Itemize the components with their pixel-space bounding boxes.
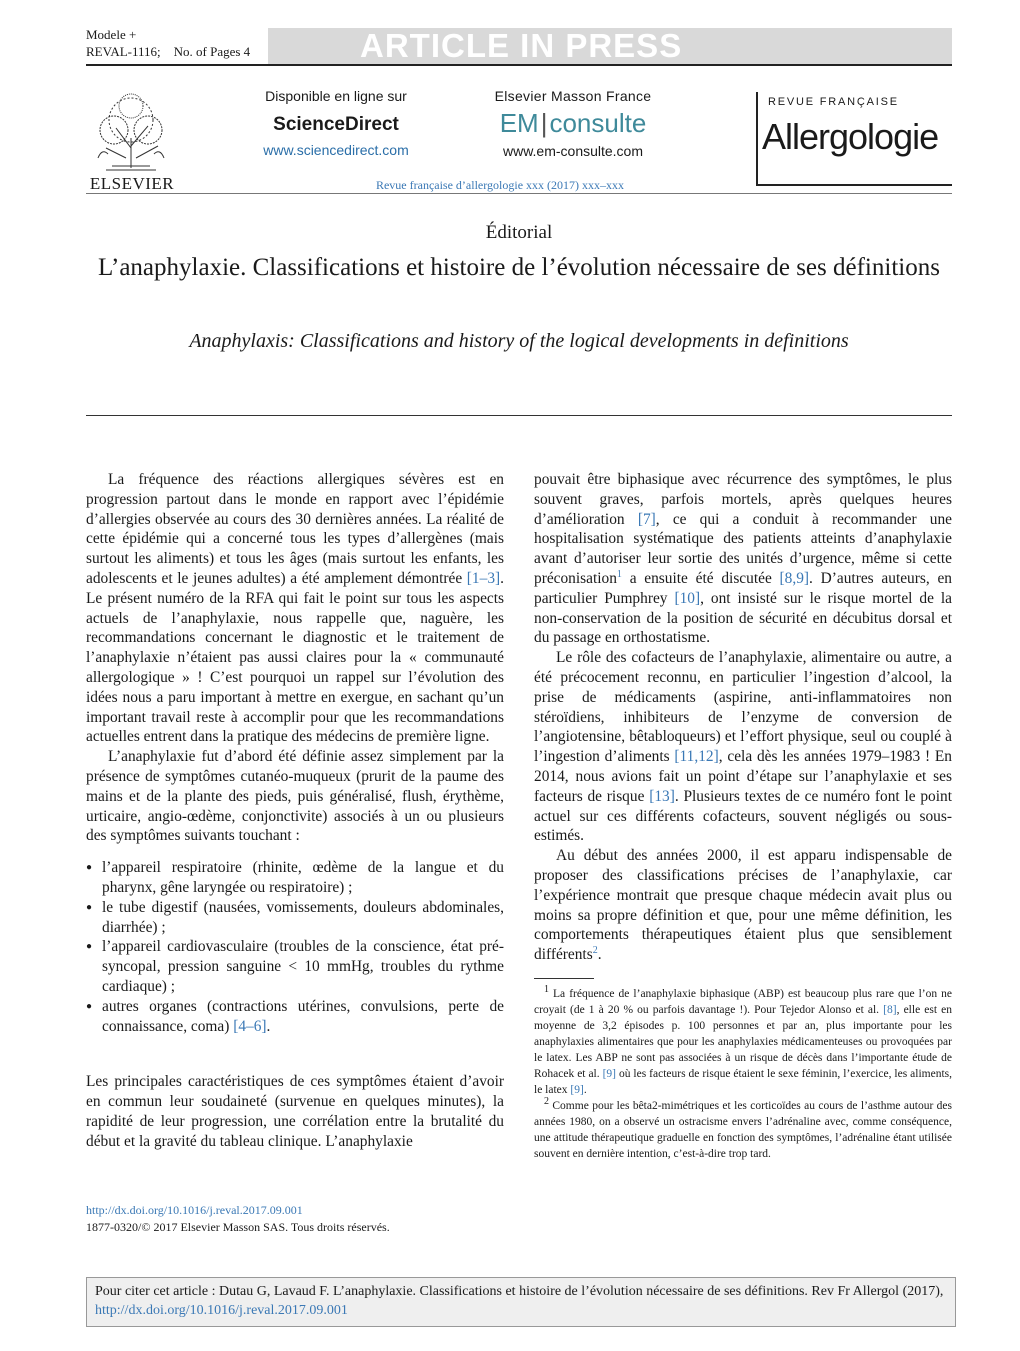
doi-block [86,1202,390,1236]
sciencedirect-brand: ScienceDirect [273,114,399,135]
title-rule [86,415,952,416]
citation-link[interactable]: [9] [570,1084,584,1096]
sciencedirect-block [236,88,436,158]
list-item: ● l’appareil respiratoire (rhinite, œdème de la langue et du pharynx, gêne laryngée ou respiratoire) ; [86,858,504,898]
header-rule [86,64,952,66]
journal-reference: Revue française d’allergologie xxx (2017) xxx–xxx [375,178,625,192]
citation-link[interactable]: [8,9] [779,569,810,587]
doi-link[interactable]: http://dx.doi.org/10.1016/j.reval.2017.09.001 [86,1203,303,1217]
symptom-list [86,858,504,1036]
em-consulte-brand: EM|consulte [499,108,647,138]
article-subtitle: Anaphylaxis: Classifications and history of the logical developments in definitions [189,330,849,352]
citation-box [86,1277,956,1327]
footnote-rule [534,978,594,979]
citation-link[interactable]: [10] [674,589,701,607]
citation-link[interactable]: [9] [602,1068,617,1080]
paragraph: Le rôle des cofacteurs de l’anaphylaxie, alimentaire ou autre, a été précocement reconnu, en particulier l’ingestion d’alcool, la prise de médicaments (aspirine, anti-inflammatoires non stéroïdiens, inhibiteurs de l’enzyme de conversion de l’angiotensine, bêtabloqueurs) et l’effort physique, seul ou couplé à l’ingestion d’aliments [11,12], cela dès les années 1979–1983 ! En 2014, nous avions fait un point d’étape sur l’anaphylaxie et ses facteurs de risque [13]. Plusieurs textes de ce numéro font le point actuel sur ces différents cofacteurs, souvent négligés ou sous-estimés. [534,649,952,845]
logo-bar [756,92,758,186]
header-meta [86,26,250,60]
elsevier-masson-label: Elsevier Masson France [494,88,652,104]
citation-link[interactable]: [11,12] [674,748,719,766]
footnote: $^1$ La fréquence de l’anaphylaxie biphasique (ABP) est beaucoup plus rare que l’on ne croyait (de 1 à 20 % ou parfois davantage !). Pour Tejedor Alonso et al. [8], elle est en moyenne de 3,2 épisodes p. 100 personnes et par an, plus importante pour les anaphylaxies alimentaires que pour les anaphylaxies médicamenteuses ou provoquées par le latex. Les ABP ne sont pas associées à un risque de décès dans l’importante étude de Rohacek et al. [9] où les facteurs de risque étaient le sexe féminin, l’exercice, les aliments, le latex [9]. [534,984,952,1096]
em-consulte-block [478,88,668,159]
footnote: $^2$ Comme pour les bêta2-mimétriques et les corticoïdes au cours de l’asthme autour des années 1980, on a observé un ostracisme envers l’adrénaline avec, comme conséquence, une attitude thérapeutique graduelle en fonction des symptômes, l’adrénaline étant utilisée souvent en dernière intention, c’est-à-dire trop tard. [534,1096,952,1160]
footnote-marker[interactable]: 1 [616,568,622,580]
body-column-right [534,470,952,965]
journal-logo-title: Allergologie [762,116,939,157]
paragraph: pouvait être biphasique avec récurrence des symptômes, le plus souvent graves, parfois mortels, après quelques heures d’amélioration [7], ce qui a conduit à recommander une hospitalisation systématique des patients atteints d’anaphylaxie avant d’autoriser leur sortie des unités d’urgence, même si cette préconisation$^1$ a ensuite été discutée [8,9]. D’autres auteurs, en particulier Pumphrey [10], ont insisté sur le risque mortel de la non-conservation de la position de sécurité en décubitus dorsal et du passage en orthostatisme. [534,471,953,647]
paragraph: La fréquence des réactions allergiques sévères est en progression partout dans le monde en rapport avec l’épidémie d’allergies observée au cours des 30 dernières années. La réalité de cette épidémie qui a concerné tous les types d’allergènes (mais surtout les aliments) et tous les âges (mais surtout les enfants, les adolescents et le jeunes adultes) a été amplement démontrée [1–3]. Le présent numéro de la RFA qui fait le point sur tous les aspects actuels de l’anaphylaxie, nous rappelle que, naguère, les recommandations concernant le diagnostic et le traitement de l’anaphylaxie n’étaient pas aussi claires pour la « communauté allergologique » ! C’est pourquoi un rappel sur l’évolution des idées nous a paru important à mettre en exergue, en sachant qu’un important travail reste à accomplir pour que les recommandations actuelles entrent dans la pratique des médecins de première ligne. [86,471,504,746]
article-type: Éditorial [485,222,553,243]
model-line: Modele + [86,27,137,42]
available-online-label: Disponible en ligne sur [265,88,407,104]
body-column-left [86,470,504,1152]
journal-logo-top: REVUE FRANÇAISE [768,96,899,108]
journal-logo [756,90,952,186]
article-in-press-banner: ARTICLE IN PRESS [268,28,952,64]
header-rule-bottom [86,193,952,194]
pages-line: No. of Pages 4 [173,44,251,59]
footnote-marker[interactable]: 2 [592,945,598,956]
citation-text: Pour citer cet article : Dutau G, Lavaud F. L’anaphylaxie. Classifications et histoire de l’évolution nécessaire de ses définitions. Rev Fr Allergol (2017), [95,1284,944,1299]
list-item: ● l’appareil cardiovasculaire (troubles de la conscience, état pré-syncopal, pression sanguine < 10 mmHg, troubles du rythme cardiaque) ; [86,937,504,996]
paragraph: Au début des années 2000, il est apparu indispensable de proposer des classifications précises de l’anaphylaxie, car l’expérience montrait que presque chaque médecin avait plus ou moins sa propre définition et que, pour une même définition, les comportements thérapeutiques étaient plus que sensiblement différents$^2$. [534,847,952,964]
elsevier-wordmark: ELSEVIER [89,174,175,193]
logo-underline [756,184,952,186]
citation-link[interactable]: [8] [883,1004,897,1016]
article-title: L’anaphylaxie. Classifications et histoire de l’évolution nécessaire de ses définitions [98,254,940,281]
citation-link[interactable]: [1–3] [466,569,501,587]
citation-link[interactable]: [13] [649,787,675,805]
copyright: 1877-0320/© 2017 Elsevier Masson SAS. Tous droits réservés. [86,1220,390,1234]
citation-doi-link[interactable]: http://dx.doi.org/10.1016/j.reval.2017.09.001 [95,1303,348,1318]
em-consulte-link[interactable]: www.em-consulte.com [502,143,644,159]
footnotes [534,986,952,1162]
sciencedirect-link[interactable]: www.sciencedirect.com [263,142,409,158]
citation-link[interactable]: [7] [637,510,656,528]
ref-line: REVAL-1116; [86,44,161,59]
paragraph: Les principales caractéristiques de ces symptômes étaient d’avoir en commun leur soudaineté (survenue en quelques minutes), la rapidité de leur progression, une corrélation entre la brutalité du début et la gravité du tableau clinique. L’anaphylaxie [86,1073,504,1150]
list-item: ● le tube digestif (nausées, vomissements, douleurs abdominales, diarrhée) ; [86,898,504,938]
list-item: ● autres organes (contractions utérines, convulsions, perte de connaissance, coma) [4–6]. [86,997,504,1037]
citation-link[interactable]: [4–6] [233,1017,267,1035]
paragraph: L’anaphylaxie fut d’abord été définie assez simplement par la présence de symptômes cutanéo-muqueux (prurit de la paume des mains et de la plante des pieds, puis généralisé, flush, érythème, urticaire, angio-œdème, conjonctivite) associés à un ou plusieurs des symptômes suivants touchant : [86,748,504,845]
